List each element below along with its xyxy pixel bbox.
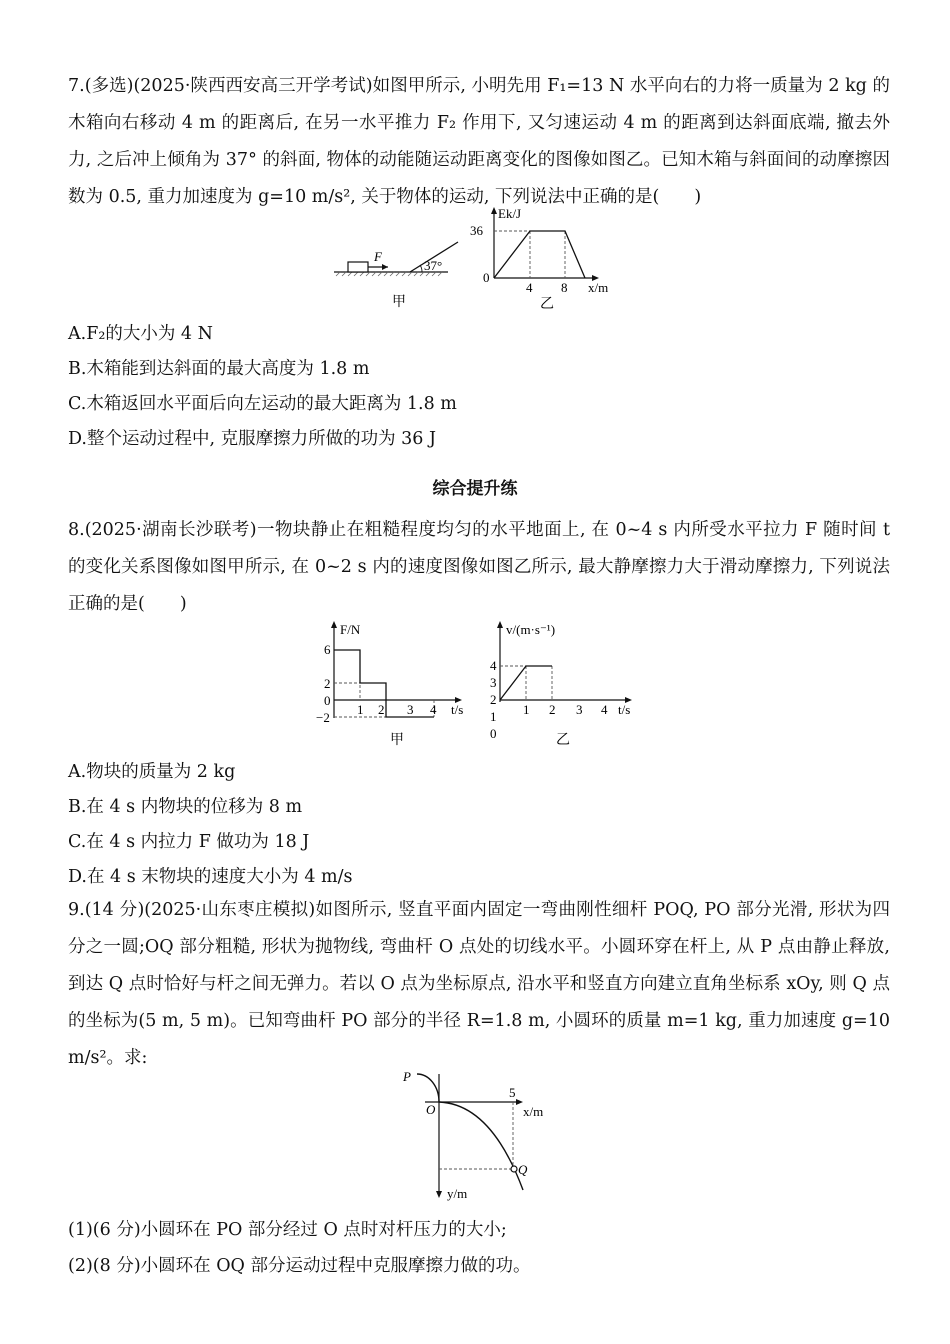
guide-lines xyxy=(500,666,552,700)
x-tick-label: 3 xyxy=(576,702,583,717)
option-d: D.整个运动过程中, 克服摩擦力所做的功为 36 J xyxy=(68,429,437,449)
y-axis-label: F/N xyxy=(340,622,361,637)
sub-question-2: (2)(8 分)小圆环在 OQ 部分运动过程中克服摩擦力做的功。 xyxy=(68,1256,531,1276)
y-axis-arrow xyxy=(436,1191,442,1198)
quarter-circle-rod xyxy=(417,1074,439,1102)
y-tick-label: 4 xyxy=(490,658,497,673)
x-tick-label: 4 xyxy=(601,702,608,717)
y-axis-arrow xyxy=(491,207,497,214)
question-9-stem xyxy=(68,892,890,1077)
y-tick-label: 6 xyxy=(324,642,331,657)
option-d: D.在 4 s 末物块的速度大小为 4 m/s xyxy=(68,867,353,887)
section-title: 综合提升练 xyxy=(432,479,518,499)
question-text: 如图所示, 竖直平面内固定一弯曲刚性细杆 POQ, PO 部分光滑, 形状为四分之一圆;OQ 部分粗糙, 形状为抛物线, 弯曲杆 O 点处的切线水平。小圆环穿在杆上, 从 P 点由静止释放, 到达 Q 点时恰好与杆之间无弹力。若以 O 点为坐标原点, 沿水平和竖直方向建立直角坐标系 xOy, 则 Q 点的坐标为(5 m, 5 m)。已知弯曲杆 PO 部分的半径 R=1.8 m, 小圆环的质量 m=1 kg, 重力加速度 g=10 m/s²。求: xyxy=(68,900,890,1068)
ring xyxy=(511,1166,517,1172)
question-number: 8. xyxy=(68,520,85,540)
x-tick-label: 4 xyxy=(526,280,533,295)
sub-question-1: (1)(6 分)小圆环在 PO 部分经过 O 点时对杆压力的大小; xyxy=(68,1220,507,1240)
y-axis-arrow xyxy=(497,621,503,628)
x-tick-label: 5 xyxy=(509,1085,516,1100)
figure-caption: 甲 xyxy=(392,295,406,310)
x-tick-label: 1 xyxy=(357,702,364,717)
option-b: B.在 4 s 内物块的位移为 8 m xyxy=(68,797,303,817)
question-text: 如图甲所示, 小明先用 F₁=13 N 水平向右的力将一质量为 2 kg 的木箱向右移动 4 m 的距离后, 在另一水平推力 F₂ 作用下, 又匀速运动 4 m 的距离到达斜面底端, 撤去外力, 之后冲上倾角为 37° 的斜面, 物体的动能随运动距离变化的图像如图乙。已知木箱与斜面间的动摩擦因数为 0.5, 重力加速度为 g=10 m/s², 关于物体的运动, 下列说法中正确的是( ) xyxy=(68,76,890,207)
figure-caption: 甲 xyxy=(390,733,404,748)
origin-label: 0 xyxy=(483,270,490,285)
option-c: C.木箱返回水平面后向左运动的最大距离为 1.8 m xyxy=(68,394,457,414)
point-p-label: P xyxy=(403,1069,411,1084)
y-tick-label: 0 xyxy=(490,726,497,741)
x-tick-label: 1 xyxy=(523,702,530,717)
y-tick-label: 2 xyxy=(490,692,497,707)
question-text: 一物块静止在粗糙程度均匀的水平地面上, 在 0~4 s 内所受水平拉力 F 随时间 t 的变化关系图像如图甲所示, 在 0~2 s 内的速度图像如图乙所示, 最大静摩擦力大于滑动摩擦力, 下列说法正确的是( ) xyxy=(68,520,890,614)
x-tick-label: 2 xyxy=(549,702,556,717)
y-axis-label: v/(m·s⁻¹) xyxy=(506,622,556,637)
guide-lines xyxy=(439,1102,513,1169)
option-b: B.木箱能到达斜面的最大高度为 1.8 m xyxy=(68,359,370,379)
point-q-label: Q xyxy=(518,1162,528,1177)
question-8-stem xyxy=(68,512,890,623)
option-c: C.在 4 s 内拉力 F 做功为 18 J xyxy=(68,832,310,852)
question-source: (多选)(2025·陕西西安高三开学考试) xyxy=(84,76,373,96)
option-a: A.物块的质量为 2 kg xyxy=(68,762,236,782)
y-tick-label: 2 xyxy=(324,676,331,691)
question-7-stem xyxy=(68,68,890,216)
angle-label: 37° xyxy=(424,258,443,273)
y-tick-label: 3 xyxy=(490,675,497,690)
x-axis-label: t/s xyxy=(618,702,631,717)
wooden-box xyxy=(348,262,368,272)
guide-lines xyxy=(494,231,565,278)
x-tick-label: 8 xyxy=(561,280,568,295)
q7-figure-jia xyxy=(330,240,480,312)
x-tick-label: 2 xyxy=(378,702,385,717)
point-o-label: O xyxy=(426,1102,436,1117)
y-axis-arrow xyxy=(331,621,337,628)
kinetic-energy-curve xyxy=(494,231,585,278)
y-tick-label: 36 xyxy=(470,223,483,238)
y-tick-label: −2 xyxy=(316,710,330,725)
x-tick-label: 4 xyxy=(430,702,437,717)
x-axis-label: x/m xyxy=(523,1104,544,1119)
option-a: A.F₂的大小为 4 N xyxy=(68,324,213,344)
question-source: (2025·湖南长沙联考) xyxy=(84,520,257,540)
x-axis-arrow xyxy=(516,1099,523,1105)
angle-arc xyxy=(420,265,422,272)
question-number: 9. xyxy=(68,900,85,920)
q8-figure-jia xyxy=(312,618,472,748)
y-axis-label: Ek/J xyxy=(498,206,522,221)
question-number: 7. xyxy=(68,76,85,96)
q9-figure xyxy=(395,1064,565,1206)
figure-caption: 乙 xyxy=(556,733,570,748)
x-axis-label: x/m xyxy=(588,280,609,295)
parabola-rod xyxy=(439,1102,523,1190)
q7-figure-yi xyxy=(470,204,620,312)
q8-figure-yi xyxy=(480,618,640,748)
force-arrow-head xyxy=(382,264,388,270)
force-label: F xyxy=(374,249,382,264)
figure-caption: 乙 xyxy=(540,297,554,312)
y-tick-label: 1 xyxy=(490,709,497,724)
x-tick-label: 3 xyxy=(407,702,414,717)
y-tick-label: 0 xyxy=(324,693,331,708)
y-axis-label: y/m xyxy=(447,1186,468,1201)
question-source: (14 分)(2025·山东枣庄模拟) xyxy=(84,900,316,920)
x-axis-label: t/s xyxy=(451,702,464,717)
